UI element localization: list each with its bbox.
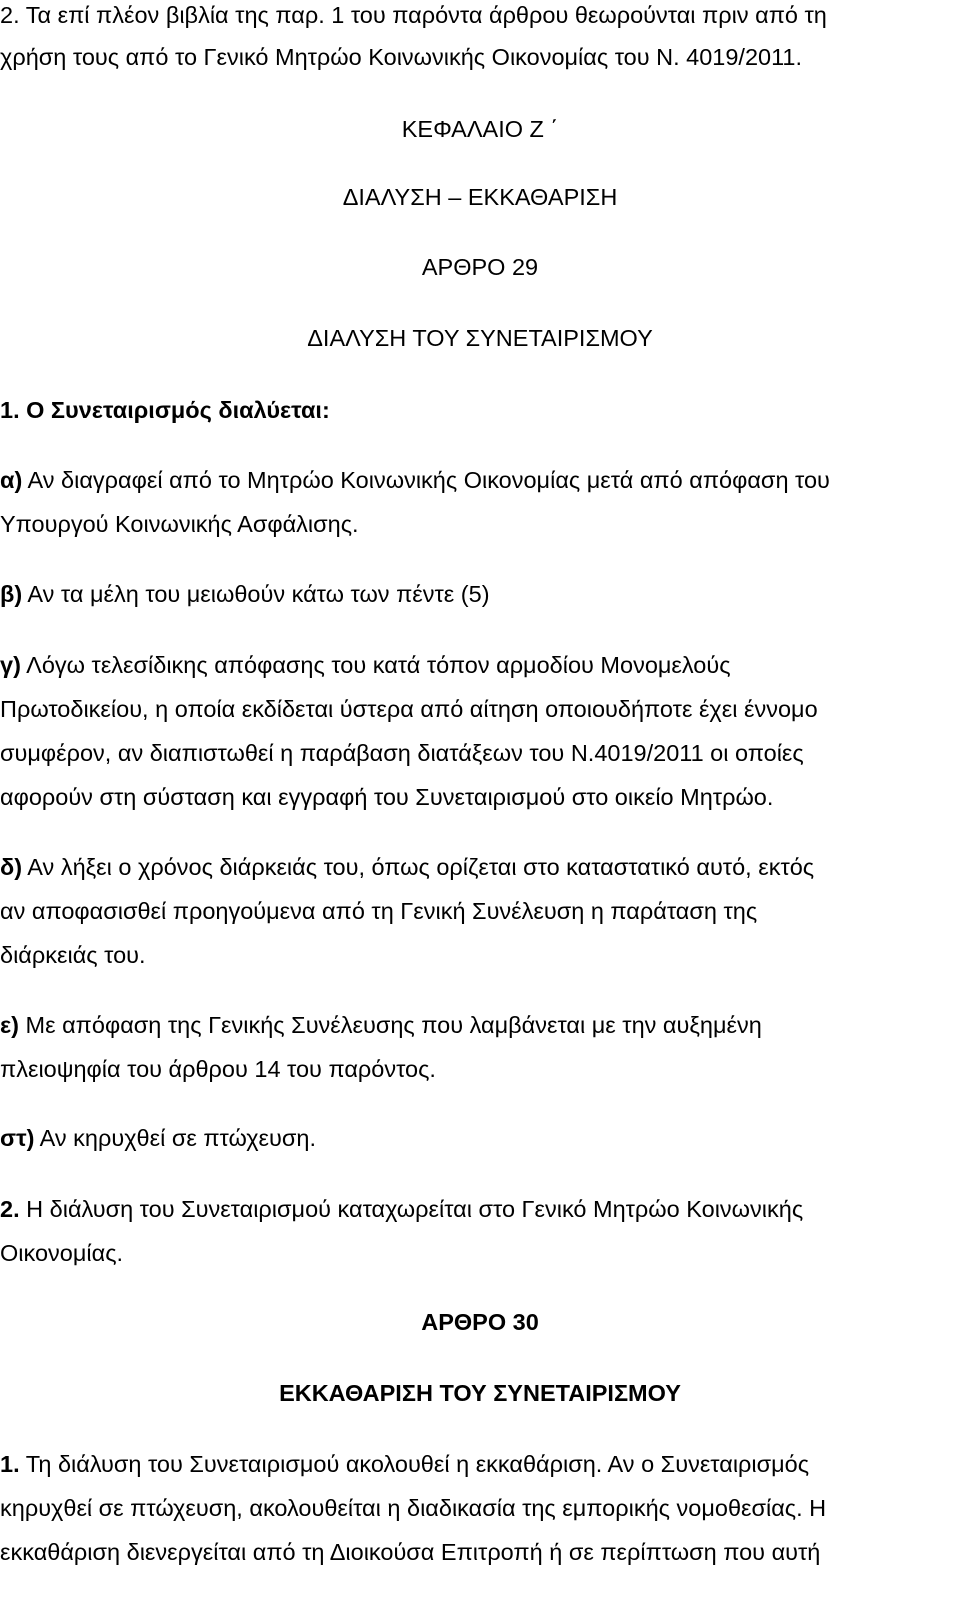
item-a-line-2: Υπουργού Κοινωνικής Ασφάλισης. xyxy=(0,511,359,537)
item-a-line-1 xyxy=(0,458,950,502)
item-b-marker: β) xyxy=(0,581,23,607)
item-b-text: Αν τα μέλη του μειωθούν κάτω των πέντε (5) xyxy=(22,581,490,607)
item-c-marker: γ) xyxy=(0,652,21,678)
chapter-title: ΚΕΦΑΛΑΙΟ Ζ ΄ xyxy=(401,116,559,142)
article-30-para-1-line-1 xyxy=(0,1442,950,1486)
article-30-title: ΕΚΚΑΘΑΡΙΣΗ ΤΟΥ ΣΥΝΕΤΑΙΡΙΣΜΟΥ xyxy=(279,1380,681,1406)
chapter-subtitle: ΔΙΑΛΥΣΗ – ΕΚΚΑΘΑΡΙΣΗ xyxy=(342,184,618,210)
item-a-text: Αν διαγραφεί από το Μητρώο Κοινωνικής Οικονομίας μετά από απόφαση του xyxy=(22,467,830,493)
article-30-para-1-marker: 1. xyxy=(0,1451,20,1477)
item-d-text: Αν λήξει ο χρόνος διάρκειάς του, όπως ορίζεται στο καταστατικό αυτό, εκτός xyxy=(22,854,815,880)
article-29-title: ΔΙΑΛΥΣΗ ΤΟΥ ΣΥΝΕΤΑΙΡΙΣΜΟΥ xyxy=(307,325,653,351)
item-e-line-1 xyxy=(0,1003,950,1047)
article-29-heading: ΑΡΘΡΟ 29 xyxy=(421,254,539,280)
para-2-line-1 xyxy=(0,1187,950,1231)
article-30-para-1-line-3: εκκαθάριση διενεργείται από τη Διοικούσα Επιτροπή ή σε περίπτωση που αυτή xyxy=(0,1539,821,1565)
para-2-marker: 2. xyxy=(0,1196,20,1222)
item-d-line-3: διάρκειάς του. xyxy=(0,942,146,968)
item-c-text: Λόγω τελεσίδικης απόφασης του κατά τόπον αρμοδίου Μονομελούς xyxy=(20,652,731,678)
item-st-marker: στ) xyxy=(0,1125,35,1151)
para-2-line-2: Οικονομίας. xyxy=(0,1240,124,1266)
item-b-line-1 xyxy=(0,572,950,616)
item-e-text: Με απόφαση της Γενικής Συνέλευσης που λαμβάνεται με την αυξημένη xyxy=(18,1012,762,1038)
item-a-marker: α) xyxy=(0,467,23,493)
item-st-text: Αν κηρυχθεί σε πτώχευση. xyxy=(34,1125,316,1151)
para-2-text: Η διάλυση του Συνεταιρισμού καταχωρείται στο Γενικό Μητρώο Κοινωνικής xyxy=(19,1196,804,1222)
item-d-marker: δ) xyxy=(0,854,23,880)
intro-line-1: 2. Τα επί πλέον βιβλία της παρ. 1 του παρόντα άρθρου θεωρούνται πριν από τη xyxy=(0,2,827,28)
article-30-heading: ΑΡΘΡΟ 30 xyxy=(421,1309,539,1335)
item-d-line-1 xyxy=(0,845,950,889)
intro-line-2: χρήση τους από το Γενικό Μητρώο Κοινωνικής Οικονομίας του Ν. 4019/2011. xyxy=(0,44,803,70)
item-e-marker: ε) xyxy=(0,1012,19,1038)
article-30-para-1-text: Τη διάλυση του Συνεταιρισμού ακολουθεί η εκκαθάριση. Αν ο Συνεταιρισμός xyxy=(19,1451,810,1477)
item-d-line-2: αν αποφασισθεί προηγούμενα από τη Γενική Συνέλευση η παράταση της xyxy=(0,898,758,924)
item-c-line-2: Πρωτοδικείου, η οποία εκδίδεται ύστερα από αίτηση οποιουδήποτε έχει έννομο xyxy=(0,696,818,722)
item-c-line-1 xyxy=(0,643,950,687)
item-st-line-1 xyxy=(0,1116,950,1160)
item-c-line-4: αφορούν στη σύσταση και εγγραφή του Συνεταιρισμού στο οικείο Μητρώο. xyxy=(0,784,774,810)
item-e-line-2: πλειοψηφία του άρθρου 14 του παρόντος. xyxy=(0,1056,436,1082)
item-c-line-3: συμφέρον, αν διαπιστωθεί η παράβαση διατάξεων του Ν.4019/2011 οι οποίες xyxy=(0,740,804,766)
article-30-para-1-line-2: κηρυχθεί σε πτώχευση, ακολουθείται η διαδικασία της εμπορικής νομοθεσίας. Η xyxy=(0,1495,827,1521)
article-29-para-1-lead: 1. Ο Συνεταιρισμός διαλύεται: xyxy=(0,397,330,423)
